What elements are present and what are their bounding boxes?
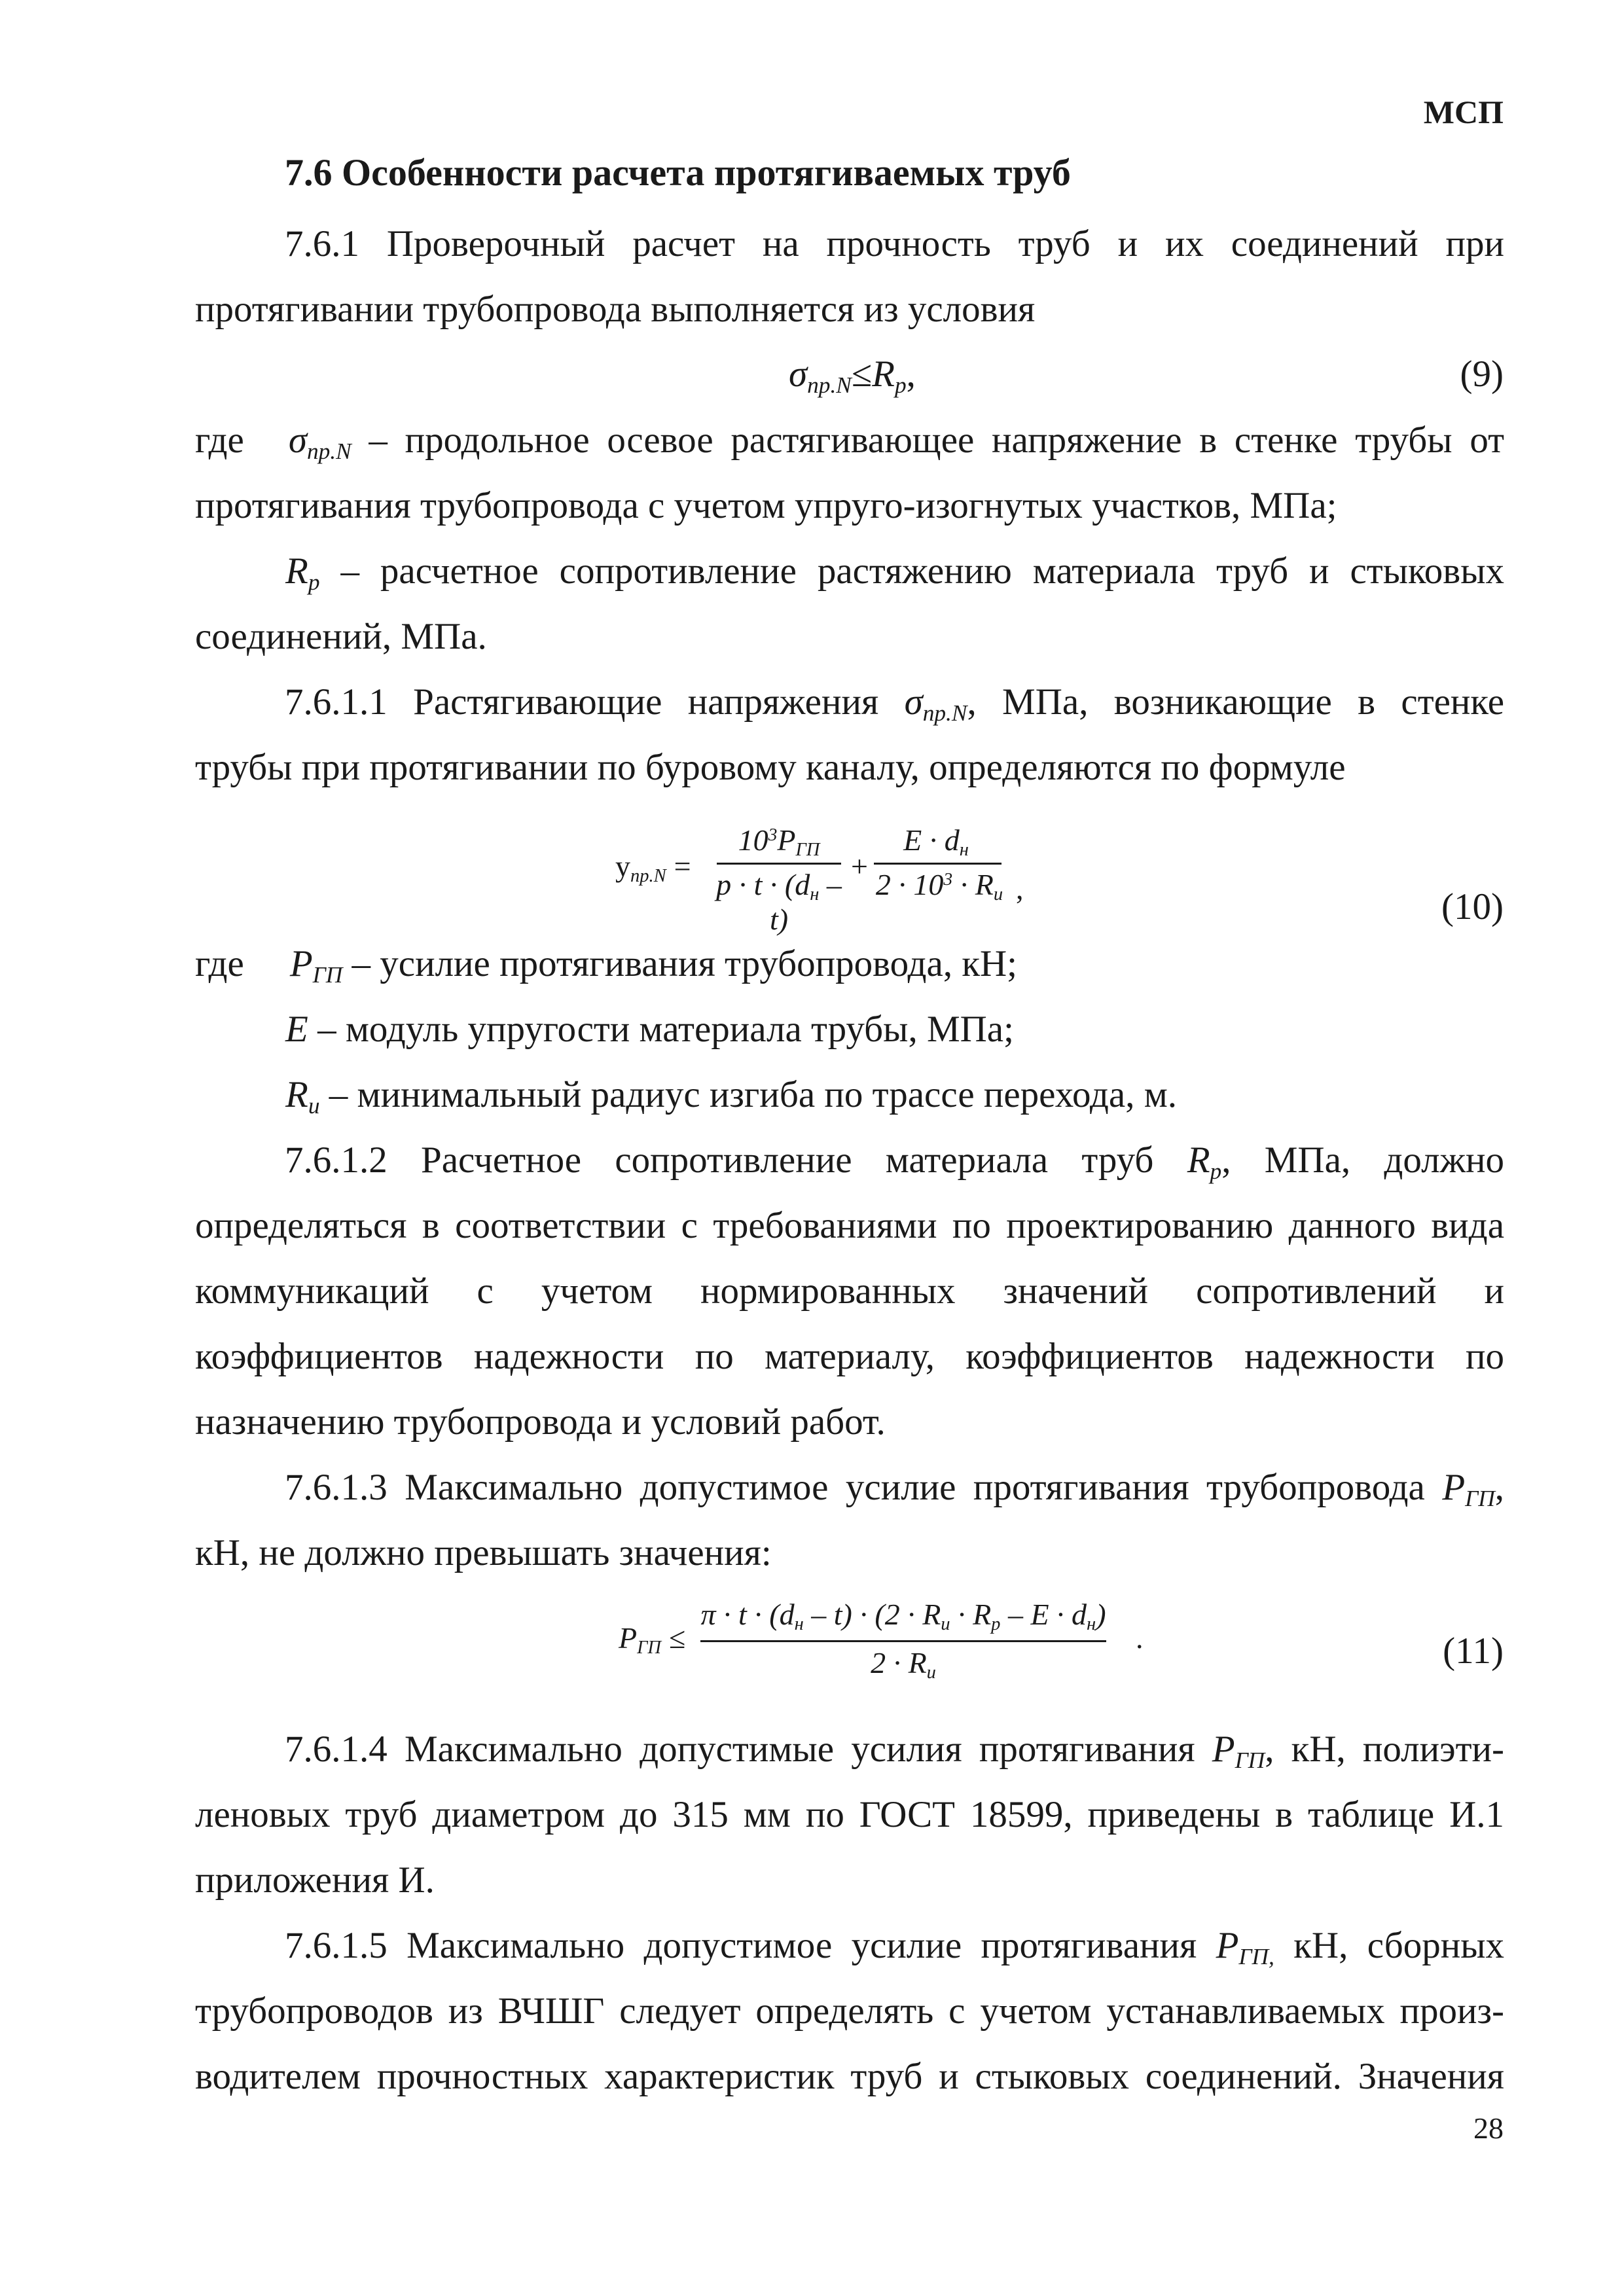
formula-11-numerator: $\pi \cdot t \cdot (d_н - t) \cdot (2 \cdot R_и \cdot R_p - E \cdot d_н)$ xyxy=(700,1598,1106,1634)
formula-10-fraction-bar-1 xyxy=(717,863,841,865)
formula-10-plus: + xyxy=(851,850,868,883)
where-pgp-line: где $P_{ГП}$ – усилие протягивания трубопровода, кН; xyxy=(195,943,1018,988)
section-title: 7.6 Особенности расчета протягиваемых труб xyxy=(285,151,1071,194)
formula-11 xyxy=(619,1598,1208,1700)
paragraph-7-6-1-2-line-5: назначению трубопровода и условий работ. xyxy=(195,1401,886,1443)
formula-9: $\sigma_{пр.N}\le R_p$, xyxy=(789,353,916,398)
paragraph-7-6-1-4-line-3: приложения И. xyxy=(195,1859,435,1901)
where-ri-line: $R_и$ – минимальный радиус изгиба по трассе перехода, м. xyxy=(285,1074,1178,1119)
paragraph-7-6-1-3-line-1: 7.6.1.3 Максимально допустимое усилие протягивания трубопровода $P_{ГП}$, xyxy=(285,1467,1504,1511)
paragraph-7-6-1-2-line-4: коэффициентов надежности по материалу, коэффициентов надежности по xyxy=(195,1336,1504,1377)
equation-number-9: (9) xyxy=(1460,353,1504,395)
where-rp-line-2: соединений, МПа. xyxy=(195,616,487,657)
formula-11-lhs: $P_{ГП}$ ≤ xyxy=(619,1621,686,1658)
formula-10-numerator-1: $10^3P_{ГП}$ xyxy=(738,823,820,860)
formula-10 xyxy=(615,823,1074,936)
formula-10-denominator-1: $p \cdot t \cdot (d_н - t)$ xyxy=(716,868,842,936)
formula-11-fraction-bar xyxy=(700,1640,1106,1642)
where-sigma-line: где $\sigma_{пр.N}$ – продольное осевое растягивающее напряжение в стенке трубы от xyxy=(195,420,1504,464)
formula-10-numerator-2: $E \cdot d_н$ xyxy=(903,823,969,860)
where-sigma-line-2: протягивания трубопровода с учетом упруго-изогнутых участков, МПа; xyxy=(195,485,1337,526)
paragraph-7-6-1-2-line-3: коммуникаций с учетом нормированных значений сопротивлений и xyxy=(195,1270,1504,1312)
paragraph-7-6-1-3-line-2: кН, не должно превышать значения: xyxy=(195,1532,772,1573)
formula-11-dot: . xyxy=(1136,1621,1144,1655)
paragraph-7-6-1-line-2: протягивании трубопровода выполняется из условия xyxy=(195,289,1036,330)
formula-10-fraction-bar-2 xyxy=(874,863,1001,865)
paragraph-7-6-1-4-line-2: леновых труб диаметром до 315 мм по ГОСТ 18599, приведены в таблице И.1 xyxy=(195,1794,1504,1835)
equation-number-10: (10) xyxy=(1441,886,1504,927)
paragraph-7-6-1-4-line-1: 7.6.1.4 Максимально допустимые усилия протягивания $P_{ГП}$, кН, полиэти- xyxy=(285,1729,1504,1773)
page-number: 28 xyxy=(1473,2111,1504,2145)
paragraph-7-6-1-5-line-1: 7.6.1.5 Максимально допустимое усилие протягивания $P_{ГП,}$ кН, сборных xyxy=(285,1925,1505,1969)
paragraph-7-6-1-1-line-2: трубы при протягивании по буровому каналу, определяются по формуле xyxy=(195,747,1346,788)
paragraph-7-6-1-1-line-1: 7.6.1.1 Растягивающие напряжения $\sigma_{пр.N}$, МПа, возникающие в стенке xyxy=(285,681,1504,726)
paragraph-7-6-1-line-1: 7.6.1 Проверочный расчет на прочность труб и их соединений при xyxy=(285,223,1504,264)
equation-number-11: (11) xyxy=(1443,1630,1504,1672)
formula-10-denominator-2: $2 \cdot 10^3 \cdot R_и$ xyxy=(875,868,1003,905)
formula-10-lhs: $у_{пр.N}$ = xyxy=(615,850,691,886)
paragraph-7-6-1-5-line-3: водителем прочностных характеристик труб и стыковых соединений. Значения xyxy=(195,2056,1504,2097)
paragraph-7-6-1-2-line-2: определяться в соответствии с требованиями по проектированию данного вида xyxy=(195,1205,1504,1246)
where-e-line: E – модуль упругости материала трубы, МПа; xyxy=(285,1009,1014,1050)
formula-11-denominator: $2 \cdot R_и$ xyxy=(871,1646,936,1683)
where-rp-line: $R_p$ – расчетное сопротивление растяжению материала труб и стыковых xyxy=(285,550,1504,595)
paragraph-7-6-1-2-line-1: 7.6.1.2 Расчетное сопротивление материала труб $R_p$, МПа, должно xyxy=(285,1139,1504,1184)
document-code: МСП xyxy=(1423,94,1504,130)
paragraph-7-6-1-5-line-2: трубопроводов из ВЧШГ следует определять с учетом устанавливаемых произ- xyxy=(195,1990,1504,2032)
formula-10-comma: , xyxy=(1016,872,1024,905)
